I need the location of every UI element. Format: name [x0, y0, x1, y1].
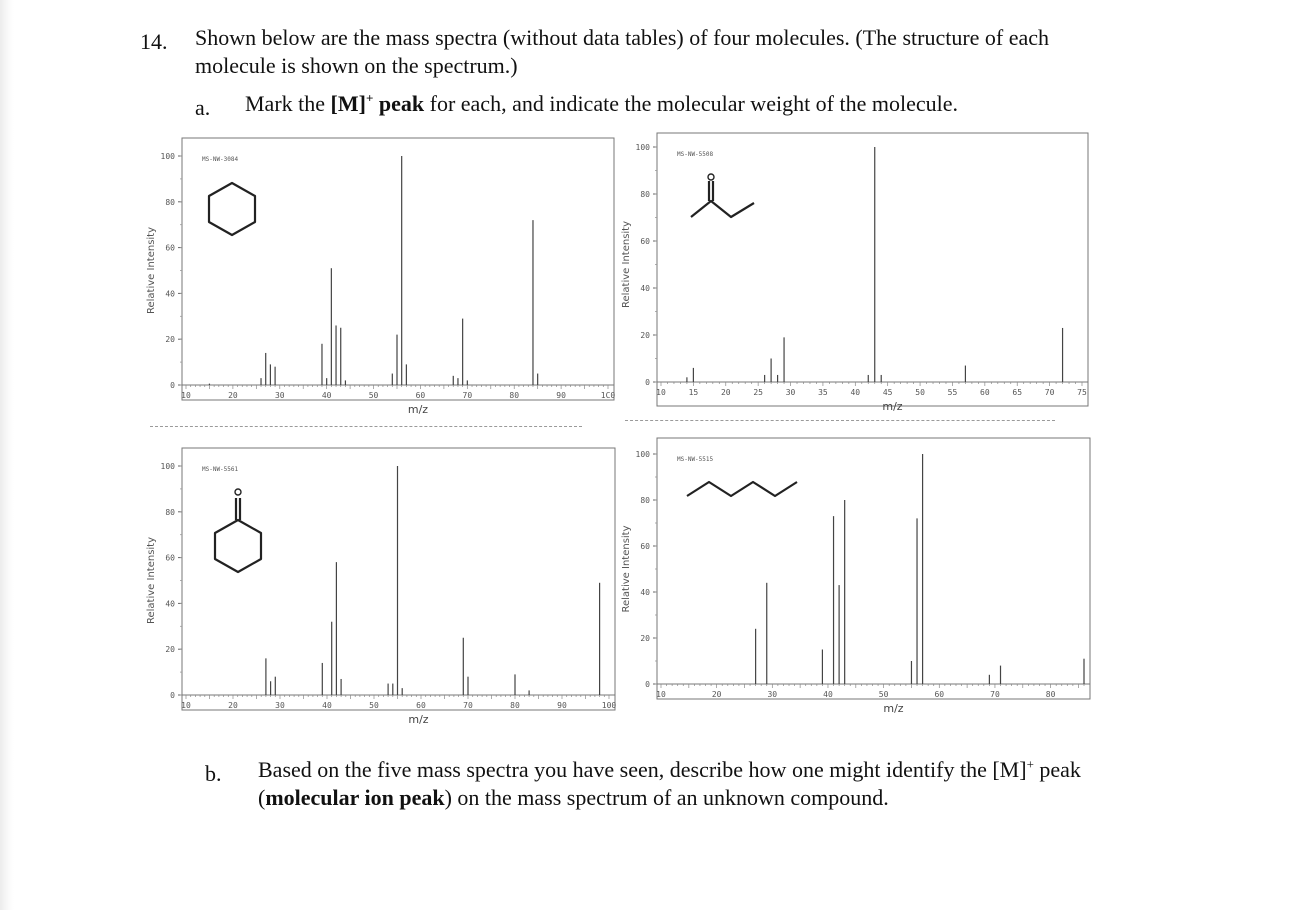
x-tick-label: 55	[947, 388, 958, 397]
part-a-pre: Mark the	[245, 91, 331, 116]
x-axis-title: m/z	[407, 403, 429, 416]
y-tick-label: 0	[645, 378, 650, 387]
x-tick-label: 25	[753, 388, 763, 397]
x-tick-label: 40	[850, 388, 861, 397]
y-tick-label: 40	[640, 588, 650, 597]
spectrum-cyclohexane	[140, 128, 616, 428]
plot-frame	[182, 138, 614, 400]
y-tick-label: 80	[165, 197, 175, 207]
x-tick-label: 40	[321, 391, 332, 400]
x-tick-label: 10	[181, 391, 191, 400]
y-tick-label: 0	[645, 680, 650, 689]
y-tick-label: 20	[165, 335, 175, 345]
y-axis-title: Relative Intensity	[621, 525, 632, 613]
part-b-mid: peak (	[258, 757, 1081, 810]
y-tick-label: 40	[165, 289, 175, 299]
spectrum-id-label: MS-NW-5561	[202, 466, 239, 473]
y-tick-label: 60	[165, 243, 175, 253]
x-tick-label: 50	[369, 701, 379, 710]
y-tick-label: 100	[160, 152, 175, 161]
x-tick-label: 30	[785, 388, 796, 397]
question-number: 14.	[140, 29, 168, 54]
spectrum-hexane-plot	[615, 428, 1065, 728]
y-tick-label: 40	[640, 284, 650, 293]
y-tick-label: 60	[165, 553, 175, 563]
y-axis-title: Relative Intensity	[146, 536, 157, 625]
x-tick-label: 10	[656, 388, 666, 397]
x-tick-label: 70	[990, 690, 1000, 699]
x-tick-label: 70	[1044, 388, 1055, 397]
x-tick-label: 40	[823, 690, 833, 699]
x-tick-label: 1C0	[600, 391, 616, 400]
y-tick-label: 40	[165, 599, 175, 609]
y-axis	[636, 450, 657, 689]
y-tick-label: 20	[640, 331, 650, 340]
plot-frame	[657, 133, 1088, 406]
x-tick-label: 30	[274, 391, 285, 400]
part-a-letter: a.	[195, 95, 211, 120]
x-axis-title: m/z	[882, 400, 903, 413]
x-tick-label: 60	[415, 391, 426, 400]
x-tick-label: 50	[878, 690, 889, 699]
part-b-pre: Based on the five mass spectra you have seen, describe how one might identify the [M]	[258, 757, 1027, 782]
part-a-post: for each, and indicate the molecular weight of the molecule.	[424, 91, 959, 116]
x-tick-label: 15	[688, 388, 699, 397]
plot-frame	[182, 448, 615, 710]
y-axis	[161, 462, 182, 700]
x-tick-label: 20	[228, 701, 238, 710]
x-tick-label: 70	[462, 391, 473, 400]
x-tick-label: 90	[557, 701, 567, 710]
part-b-letter: b.	[205, 761, 222, 786]
x-tick-label: 80	[510, 701, 520, 710]
y-tick-label: 20	[640, 634, 650, 643]
x-tick-label: 70	[463, 701, 473, 710]
y-axis-title: Relative Intensity	[146, 226, 157, 315]
spectrum-id-label: MS-NW-5515	[677, 456, 714, 463]
x-tick-label: 35	[818, 388, 828, 397]
spectrum-cyclohexanone-plot	[140, 438, 617, 738]
spectrum-hexane	[615, 428, 1065, 728]
x-tick-label: 10	[656, 690, 666, 699]
spectrum-butanone	[615, 125, 1087, 425]
y-tick-label: 0	[170, 691, 175, 700]
x-tick-label: 30	[767, 690, 778, 699]
spectrum-cyclohexane-plot	[140, 128, 616, 428]
x-tick-label: 20	[720, 388, 731, 397]
y-tick-label: 80	[640, 496, 650, 505]
part-a-bold: [M]+ peak	[330, 90, 425, 116]
y-tick-label: 80	[165, 507, 175, 517]
y-axis	[636, 143, 657, 387]
x-axis-title: m/z	[408, 713, 429, 726]
x-tick-label: 45	[882, 388, 893, 397]
plot-frame	[657, 438, 1090, 699]
spectrum-butanone-plot	[615, 125, 1087, 425]
x-tick-label: 75	[1077, 388, 1087, 397]
x-axis-title: m/z	[883, 702, 904, 715]
x-tick-label: 90	[556, 391, 566, 400]
y-tick-label: 80	[640, 190, 650, 199]
spectrum-id-label: MS-NW-5508	[677, 151, 714, 158]
scan-edge-shadow	[0, 0, 14, 910]
y-tick-label: 60	[640, 237, 650, 246]
x-tick-label: 65	[1012, 388, 1023, 397]
y-tick-label: 100	[635, 143, 650, 152]
part-a-bold2: peak	[373, 91, 425, 116]
x-tick-label: 40	[322, 701, 332, 710]
x-tick-label: 60	[980, 388, 990, 397]
x-tick-label: 50	[368, 391, 379, 400]
spectrum-id-label: MS-NW-3084	[202, 156, 239, 163]
x-tick-label: 80	[509, 391, 520, 400]
x-tick-label: 10	[181, 701, 191, 710]
x-tick-label: 20	[228, 391, 238, 400]
part-b-text	[258, 756, 1098, 812]
y-tick-label: 100	[160, 462, 175, 471]
part-b-sup: +	[1026, 756, 1034, 772]
part-b-bold: molecular ion peak	[265, 785, 445, 810]
x-tick-label: 60	[934, 690, 945, 699]
x-tick-label: 80	[1045, 690, 1056, 699]
y-tick-label: 20	[165, 645, 175, 655]
part-b-post: ) on the mass spectrum of an unknown compound.	[444, 785, 889, 810]
part-a-sup: +	[365, 90, 374, 106]
part-a-text	[245, 90, 1065, 118]
x-tick-label: 60	[416, 701, 426, 710]
x-tick-label: 50	[915, 388, 925, 397]
question-text: Shown below are the mass spectra (without data tables) of four molecules. (The structure of each molecule is shown on the spectrum.)	[195, 25, 1050, 78]
y-tick-label: 0	[170, 381, 175, 390]
y-axis-title: Relative Intensity	[621, 220, 632, 309]
y-tick-label: 60	[640, 542, 650, 551]
y-axis	[161, 152, 182, 390]
x-tick-label: 30	[275, 701, 285, 710]
spectrum-cyclohexanone	[140, 438, 617, 738]
y-tick-label: 100	[635, 450, 650, 459]
x-tick-label: 20	[711, 690, 722, 699]
x-tick-label: 100	[601, 701, 617, 710]
